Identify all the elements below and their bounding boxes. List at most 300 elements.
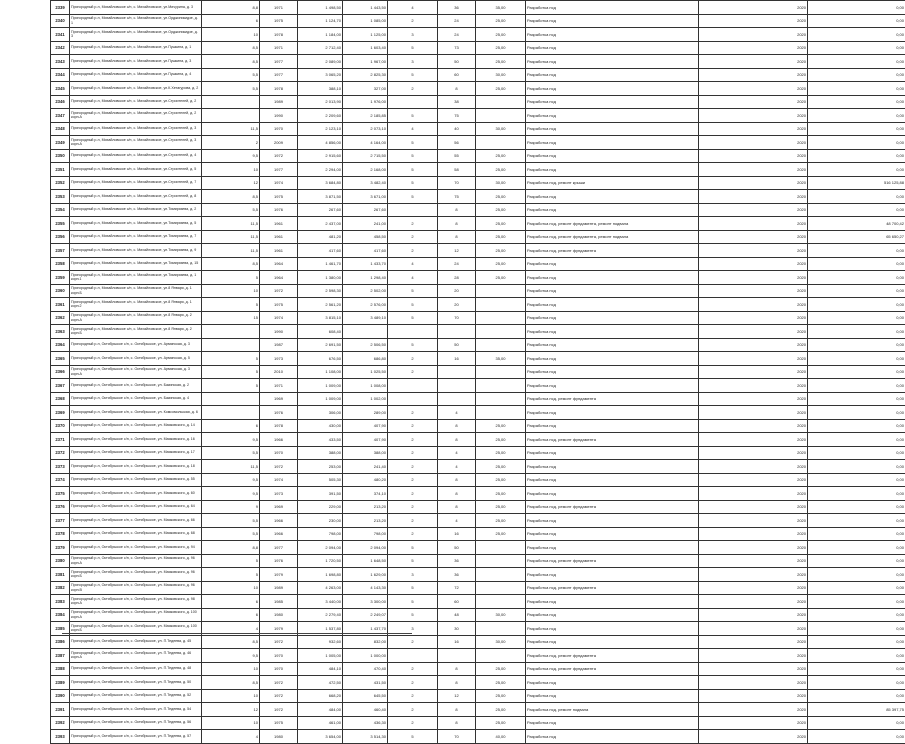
work-type-cell: Разработка псд, ремонт фундамента: [526, 581, 699, 595]
address-cell: Пригородный р-н, Михайловское с/п, с. Михайловское, ул.Орджоникидзе, д. 3: [70, 28, 202, 42]
apartments-cell: 8: [438, 217, 476, 231]
table-row: [51, 284, 905, 298]
year-built-cell: 1970: [260, 649, 298, 663]
apartments-cell: 24: [438, 28, 476, 42]
wear-percent-cell: 30,00: [476, 122, 526, 136]
table-row: [51, 82, 905, 96]
total-area-cell: 388,00: [298, 446, 343, 460]
year-built-cell: 1975: [260, 298, 298, 312]
wear-percent-cell: 25,00: [476, 217, 526, 231]
row-number: 2347: [51, 109, 70, 123]
living-area-cell: 407,90: [343, 419, 388, 433]
living-area-cell: 1 433,70: [343, 257, 388, 271]
table-row: [51, 568, 905, 582]
plan-year-cell: 2020: [699, 446, 808, 460]
row-number: 2365: [51, 352, 70, 366]
cost-cell: 0,00: [808, 271, 905, 285]
cost-cell: 0,00: [808, 406, 905, 420]
cost-cell: 65 650,27: [808, 230, 905, 244]
wear-percent-cell: 25,00: [476, 689, 526, 703]
wear-percent-cell: [476, 568, 526, 582]
wear-cell: 6: [202, 608, 260, 622]
address-cell: Пригородный р-н, Михайловское с/п, с. Михайловское, ул.8 Января, д. 1 корп.2: [70, 298, 202, 312]
plan-year-cell: 2020: [699, 635, 808, 649]
address-cell: Пригородный р-н, Михайловское с/п, с. Михайловское, ул.Строителей, д. 7: [70, 176, 202, 190]
wear-percent-cell: 25,00: [476, 473, 526, 487]
plan-year-cell: 2020: [699, 433, 808, 447]
apartments-cell: 28: [438, 271, 476, 285]
table-row: [51, 1, 905, 15]
cost-cell: 0,00: [808, 433, 905, 447]
living-area-cell: 2 576,00: [343, 298, 388, 312]
total-area-cell: 1 009,00: [298, 392, 343, 406]
apartments-cell: 30: [438, 622, 476, 636]
wear-cell: 12: [202, 703, 260, 717]
living-area-cell: 388,00: [343, 446, 388, 460]
floors-cell: 5: [388, 541, 438, 555]
apartments-cell: 16: [438, 352, 476, 366]
total-area-cell: 1 184,00: [298, 28, 343, 42]
living-area-cell: 3 300,00: [343, 595, 388, 609]
year-built-cell: 1976: [260, 203, 298, 217]
year-built-cell: 1978: [260, 419, 298, 433]
wear-cell: 6: [202, 595, 260, 609]
year-built-cell: 1972: [260, 676, 298, 690]
row-number: 2383: [51, 595, 70, 609]
work-type-cell: Разработка псд: [526, 68, 699, 82]
wear-percent-cell: [476, 541, 526, 555]
work-type-cell: Разработка псд: [526, 460, 699, 474]
wear-percent-cell: 30,00: [476, 635, 526, 649]
work-type-cell: Разработка псд: [526, 473, 699, 487]
apartments-cell: 4: [438, 446, 476, 460]
floors-cell: 2: [388, 460, 438, 474]
plan-year-cell: 2020: [699, 95, 808, 109]
plan-year-cell: 2020: [699, 730, 808, 744]
floors-cell: 2: [388, 703, 438, 717]
year-built-cell: 1976: [260, 554, 298, 568]
apartments-cell: 8: [438, 230, 476, 244]
table-row: [51, 149, 905, 163]
table-row: [51, 662, 905, 676]
work-type-cell: Разработка псд: [526, 487, 699, 501]
row-number: 2366: [51, 365, 70, 379]
living-area-cell: 1 002,00: [343, 392, 388, 406]
living-area-cell: 417,60: [343, 244, 388, 258]
wear-percent-cell: 30,00: [476, 608, 526, 622]
table-row: [51, 473, 905, 487]
row-number: 2342: [51, 41, 70, 55]
cost-cell: 0,00: [808, 730, 905, 744]
total-area-cell: 2 437,00: [298, 217, 343, 231]
floors-cell: 2: [388, 230, 438, 244]
apartments-cell: 8: [438, 500, 476, 514]
apartments-cell: [438, 325, 476, 339]
work-type-cell: Разработка псд: [526, 527, 699, 541]
row-number: 2361: [51, 298, 70, 312]
year-built-cell: 1972: [260, 149, 298, 163]
cost-cell: 0,00: [808, 568, 905, 582]
wear-cell: 4: [202, 730, 260, 744]
total-area-cell: 608,40: [298, 325, 343, 339]
apartments-cell: 36: [438, 1, 476, 15]
wear-percent-cell: [476, 622, 526, 636]
work-type-cell: Разработка псд: [526, 109, 699, 123]
address-cell: Пригородный р-н, Михайловское с/п, с. Михайловское, ул.Строителей, д. 3 корп.А: [70, 136, 202, 150]
plan-year-cell: 2020: [699, 676, 808, 690]
floors-cell: 2: [388, 244, 438, 258]
cost-cell: 0,00: [808, 460, 905, 474]
year-built-cell: 1971: [260, 41, 298, 55]
apartments-cell: 56: [438, 136, 476, 150]
cost-cell: 0,00: [808, 622, 905, 636]
table-row: [51, 635, 905, 649]
living-area-cell: 1 025,50: [343, 365, 388, 379]
row-number: 2351: [51, 163, 70, 177]
apartments-cell: 8: [438, 419, 476, 433]
address-cell: Пригородный р-н, Михайловское с/п, с. Михайловское, ул.К.Хетагурова, д. 2: [70, 82, 202, 96]
total-area-cell: 306,00: [298, 406, 343, 420]
year-built-cell: 1966: [260, 514, 298, 528]
row-number: 2371: [51, 433, 70, 447]
year-built-cell: 2010: [260, 365, 298, 379]
cost-cell: 0,00: [808, 14, 905, 28]
floors-cell: 4: [388, 1, 438, 15]
wear-percent-cell: 25,00: [476, 55, 526, 69]
wear-percent-cell: [476, 325, 526, 339]
living-area-cell: 1 629,00: [343, 568, 388, 582]
row-number: 2340: [51, 14, 70, 28]
plan-year-cell: 2020: [699, 419, 808, 433]
row-number: 2378: [51, 527, 70, 541]
work-type-cell: Разработка псд: [526, 311, 699, 325]
work-type-cell: Разработка псд, ремонт фундамента: [526, 433, 699, 447]
plan-year-cell: 2020: [699, 122, 808, 136]
work-type-cell: Разработка псд: [526, 622, 699, 636]
year-built-cell: 1970: [260, 446, 298, 460]
address-cell: Пригородный р-н, Октябрьское с/п, с. Октябрьское, ул. Маяковского, д. 68: [70, 527, 202, 541]
row-number: 2373: [51, 460, 70, 474]
work-type-cell: Разработка псд: [526, 1, 699, 15]
wear-cell: 5,5: [202, 203, 260, 217]
apartments-cell: 36: [438, 554, 476, 568]
total-area-cell: 2 691,50: [298, 338, 343, 352]
table-row: [51, 730, 905, 744]
wear-percent-cell: [476, 595, 526, 609]
address-cell: Пригородный р-н, Октябрьское с/п, с. Октябрьское, ул. Маяковского, д. 64: [70, 500, 202, 514]
cost-cell: 0,00: [808, 163, 905, 177]
wear-percent-cell: [476, 136, 526, 150]
row-number: 2358: [51, 257, 70, 271]
floors-cell: 5: [388, 298, 438, 312]
table-row: [51, 392, 905, 406]
address-cell: Пригородный р-н, Михайловское с/п, с. Михайловское, ул.Строителей, д. 3: [70, 122, 202, 136]
row-number: 2357: [51, 244, 70, 258]
living-area-cell: 1 603,40: [343, 41, 388, 55]
apartments-cell: 12: [438, 244, 476, 258]
apartments-cell: 8: [438, 662, 476, 676]
work-type-cell: Разработка псд: [526, 82, 699, 96]
cost-cell: 0,00: [808, 635, 905, 649]
address-cell: Пригородный р-н, Октябрьское с/п, с. Октябрьское, ул. Комсомольская, д. 6: [70, 406, 202, 420]
total-area-cell: 2 561,20: [298, 298, 343, 312]
wear-percent-cell: 25,00: [476, 14, 526, 28]
wear-cell: 11,5: [202, 217, 260, 231]
plan-year-cell: 2020: [699, 716, 808, 730]
table-row: [51, 41, 905, 55]
plan-year-cell: 2020: [699, 406, 808, 420]
apartments-cell: 60: [438, 595, 476, 609]
total-area-cell: 505,30: [298, 473, 343, 487]
floors-cell: 2: [388, 365, 438, 379]
plan-year-cell: 2020: [699, 68, 808, 82]
work-type-cell: Разработка псд, ремонт крыши: [526, 176, 699, 190]
cost-cell: 0,00: [808, 298, 905, 312]
living-area-cell: 458,50: [343, 230, 388, 244]
table-row: [51, 176, 905, 190]
year-built-cell: 1961: [260, 217, 298, 231]
cost-cell: 0,00: [808, 473, 905, 487]
plan-year-cell: 2020: [699, 608, 808, 622]
plan-year-cell: 2020: [699, 136, 808, 150]
wear-percent-cell: 25,00: [476, 446, 526, 460]
plan-year-cell: 2020: [699, 163, 808, 177]
apartments-cell: [438, 392, 476, 406]
table-row: [51, 338, 905, 352]
plan-year-cell: 2020: [699, 487, 808, 501]
wear-percent-cell: 25,00: [476, 716, 526, 730]
plan-year-cell: 2020: [699, 352, 808, 366]
year-built-cell: 1990: [260, 325, 298, 339]
row-number: 2359: [51, 271, 70, 285]
wear-cell: 5: [202, 271, 260, 285]
address-cell: Пригородный р-н, Октябрьское с/п, с. Октябрьское, ул. Маяковского, д. 55: [70, 473, 202, 487]
apartments-cell: 72: [438, 581, 476, 595]
wear-cell: 11,5: [202, 460, 260, 474]
cost-cell: 85 397,75: [808, 703, 905, 717]
row-number: 2363: [51, 325, 70, 339]
living-area-cell: 2 168,00: [343, 163, 388, 177]
row-number: 2391: [51, 703, 70, 717]
work-type-cell: Разработка псд: [526, 716, 699, 730]
total-area-cell: 2 712,40: [298, 41, 343, 55]
address-cell: Пригородный р-н, Октябрьское с/п, с. Октябрьское, ул. Армянская, д. 3 корп.А: [70, 365, 202, 379]
cost-cell: 0,00: [808, 446, 905, 460]
work-type-cell: Разработка псд, ремонт фундамента, ремонт подвала: [526, 230, 699, 244]
year-built-cell: 1974: [260, 176, 298, 190]
address-cell: Пригородный р-н, Михайловское с/п, с. Михайловское, ул.Строителей, д. 2 корп.А: [70, 109, 202, 123]
address-cell: Пригородный р-н, Михайловское с/п, с. Михайловское, ул.Тимирязева, д. 5: [70, 217, 202, 231]
row-number: 2377: [51, 514, 70, 528]
table-row: [51, 419, 905, 433]
table-body: [51, 1, 905, 744]
floors-cell: 4: [388, 122, 438, 136]
cost-cell: 0,00: [808, 581, 905, 595]
wear-cell: 11,5: [202, 244, 260, 258]
total-area-cell: 267,60: [298, 203, 343, 217]
year-built-cell: 1973: [260, 487, 298, 501]
living-area-cell: 3 514,30: [343, 730, 388, 744]
apartments-cell: 24: [438, 257, 476, 271]
table-row: [51, 500, 905, 514]
year-built-cell: 1976: [260, 406, 298, 420]
plan-year-cell: 2020: [699, 568, 808, 582]
cost-cell: 0,00: [808, 608, 905, 622]
table-row: [51, 14, 905, 28]
work-type-cell: Разработка псд: [526, 122, 699, 136]
plan-year-cell: 2020: [699, 298, 808, 312]
floors-cell: 5: [388, 163, 438, 177]
year-built-cell: 1966: [260, 433, 298, 447]
floors-cell: 2: [388, 527, 438, 541]
wear-cell: [202, 109, 260, 123]
row-number: 2367: [51, 379, 70, 393]
living-area-cell: 431,50: [343, 676, 388, 690]
cost-cell: 0,00: [808, 28, 905, 42]
wear-cell: 6: [202, 419, 260, 433]
address-cell: Пригородный р-н, Михайловское с/п, с. Михайловское, ул.Строителей, д. 4: [70, 149, 202, 163]
apartments-cell: 8: [438, 716, 476, 730]
work-type-cell: Разработка псд: [526, 730, 699, 744]
row-number: 2382: [51, 581, 70, 595]
wear-cell: 5,5: [202, 446, 260, 460]
row-number: 2352: [51, 176, 70, 190]
address-cell: Пригородный р-н, Октябрьское с/п, с. Октябрьское, ул. Маяковского, д. 94: [70, 541, 202, 555]
total-area-cell: 2 294,00: [298, 163, 343, 177]
floors-cell: 2: [388, 14, 438, 28]
living-area-cell: 2 715,50: [343, 149, 388, 163]
floors-cell: 2: [388, 689, 438, 703]
total-area-cell: 481,20: [298, 230, 343, 244]
apartments-cell: [438, 365, 476, 379]
total-area-cell: 3 065,20: [298, 68, 343, 82]
row-number: 2380: [51, 554, 70, 568]
floors-cell: 4: [388, 257, 438, 271]
living-area-cell: 2 185,85: [343, 109, 388, 123]
floors-cell: 5: [388, 581, 438, 595]
apartments-cell: 50: [438, 338, 476, 352]
year-built-cell: 1966: [260, 527, 298, 541]
table-row: [51, 541, 905, 555]
living-area-cell: 267,60: [343, 203, 388, 217]
wear-percent-cell: [476, 365, 526, 379]
wear-percent-cell: 25,00: [476, 662, 526, 676]
wear-percent-cell: 25,00: [476, 271, 526, 285]
total-area-cell: 3 815,10: [298, 311, 343, 325]
address-cell: Пригородный р-н, Октябрьское с/п, с. Октябрьское, ул. П.Тедеева, д. 56: [70, 716, 202, 730]
work-type-cell: Разработка псд: [526, 257, 699, 271]
wear-percent-cell: [476, 406, 526, 420]
row-number: 2374: [51, 473, 70, 487]
address-cell: Пригородный р-н, Михайловское с/п, с. Михайловское, ул.Мичурина, д. 3: [70, 1, 202, 15]
address-cell: Пригородный р-н, Октябрьское с/п, с. Октябрьское, ул. П.Тедеева, д. 48: [70, 662, 202, 676]
work-type-cell: Разработка псд: [526, 149, 699, 163]
cost-cell: 0,00: [808, 284, 905, 298]
wear-cell: [202, 325, 260, 339]
row-number: 2353: [51, 190, 70, 204]
address-cell: Пригородный р-н, Октябрьское с/п, с. Октябрьское, ул. П.Тедеева, д. 57: [70, 730, 202, 744]
cost-cell: 0,00: [808, 487, 905, 501]
total-area-cell: 461,00: [298, 716, 343, 730]
plan-year-cell: 2020: [699, 365, 808, 379]
year-built-cell: 1980: [260, 608, 298, 622]
floors-cell: 2: [388, 676, 438, 690]
wear-cell: 8,8: [202, 1, 260, 15]
table-row: [51, 676, 905, 690]
total-area-cell: 417,60: [298, 244, 343, 258]
wear-percent-cell: [476, 95, 526, 109]
wear-percent-cell: 25,00: [476, 433, 526, 447]
address-cell: Пригородный р-н, Октябрьское с/п, с. Октябрьское, ул. Маяковского, д. 100 корп.А: [70, 608, 202, 622]
wear-percent-cell: 25,00: [476, 41, 526, 55]
floors-cell: 5: [388, 68, 438, 82]
table-row: [51, 257, 905, 271]
floors-cell: 5: [388, 730, 438, 744]
plan-year-cell: 2020: [699, 203, 808, 217]
total-area-cell: 484,00: [298, 703, 343, 717]
table-row: [51, 433, 905, 447]
total-area-cell: 484,10: [298, 662, 343, 676]
row-number: 2368: [51, 392, 70, 406]
apartments-cell: 8: [438, 676, 476, 690]
address-cell: Пригородный р-н, Михайловское с/п, с. Михайловское, ул.Пушкина, д. 1: [70, 41, 202, 55]
apartments-cell: 38: [438, 95, 476, 109]
plan-year-cell: 2020: [699, 55, 808, 69]
cost-cell: 0,00: [808, 649, 905, 663]
wear-percent-cell: 25,00: [476, 28, 526, 42]
table-row: [51, 311, 905, 325]
plan-year-cell: 2020: [699, 689, 808, 703]
cost-cell: 516 125,88: [808, 176, 905, 190]
living-area-cell: 289,00: [343, 406, 388, 420]
row-number: 2375: [51, 487, 70, 501]
table-row: [51, 379, 905, 393]
plan-year-cell: 2020: [699, 217, 808, 231]
work-type-cell: Разработка псд: [526, 365, 699, 379]
living-area-cell: 3 671,00: [343, 190, 388, 204]
living-area-cell: 327,00: [343, 82, 388, 96]
living-area-cell: 1 648,50: [343, 554, 388, 568]
table-row: [51, 595, 905, 609]
table-row: [51, 460, 905, 474]
total-area-cell: 1 461,70: [298, 257, 343, 271]
work-type-cell: Разработка псд: [526, 635, 699, 649]
floors-cell: 2: [388, 487, 438, 501]
apartments-cell: 40: [438, 122, 476, 136]
living-area-cell: 2 249,07: [343, 608, 388, 622]
plan-year-cell: 2020: [699, 41, 808, 55]
apartments-cell: 70: [438, 176, 476, 190]
work-type-cell: Разработка псд, ремонт фундамента: [526, 244, 699, 258]
table-row: [51, 325, 905, 339]
floors-cell: 5: [388, 41, 438, 55]
address-cell: Пригородный р-н, Михайловское с/п, с. Михайловское, ул.Строителей, д. 5: [70, 163, 202, 177]
plan-year-cell: 2020: [699, 392, 808, 406]
apartments-cell: 24: [438, 14, 476, 28]
total-area-cell: 1 380,00: [298, 271, 343, 285]
table-row: [51, 689, 905, 703]
floors-cell: 5: [388, 595, 438, 609]
apartments-cell: 70: [438, 730, 476, 744]
work-type-cell: Разработка псд: [526, 190, 699, 204]
total-area-cell: 253,00: [298, 460, 343, 474]
year-built-cell: 1977: [260, 541, 298, 555]
floors-cell: 5: [388, 311, 438, 325]
floors-cell: 2: [388, 352, 438, 366]
floors-cell: 2: [388, 500, 438, 514]
living-area-cell: 460,40: [343, 703, 388, 717]
wear-percent-cell: 25,00: [476, 527, 526, 541]
